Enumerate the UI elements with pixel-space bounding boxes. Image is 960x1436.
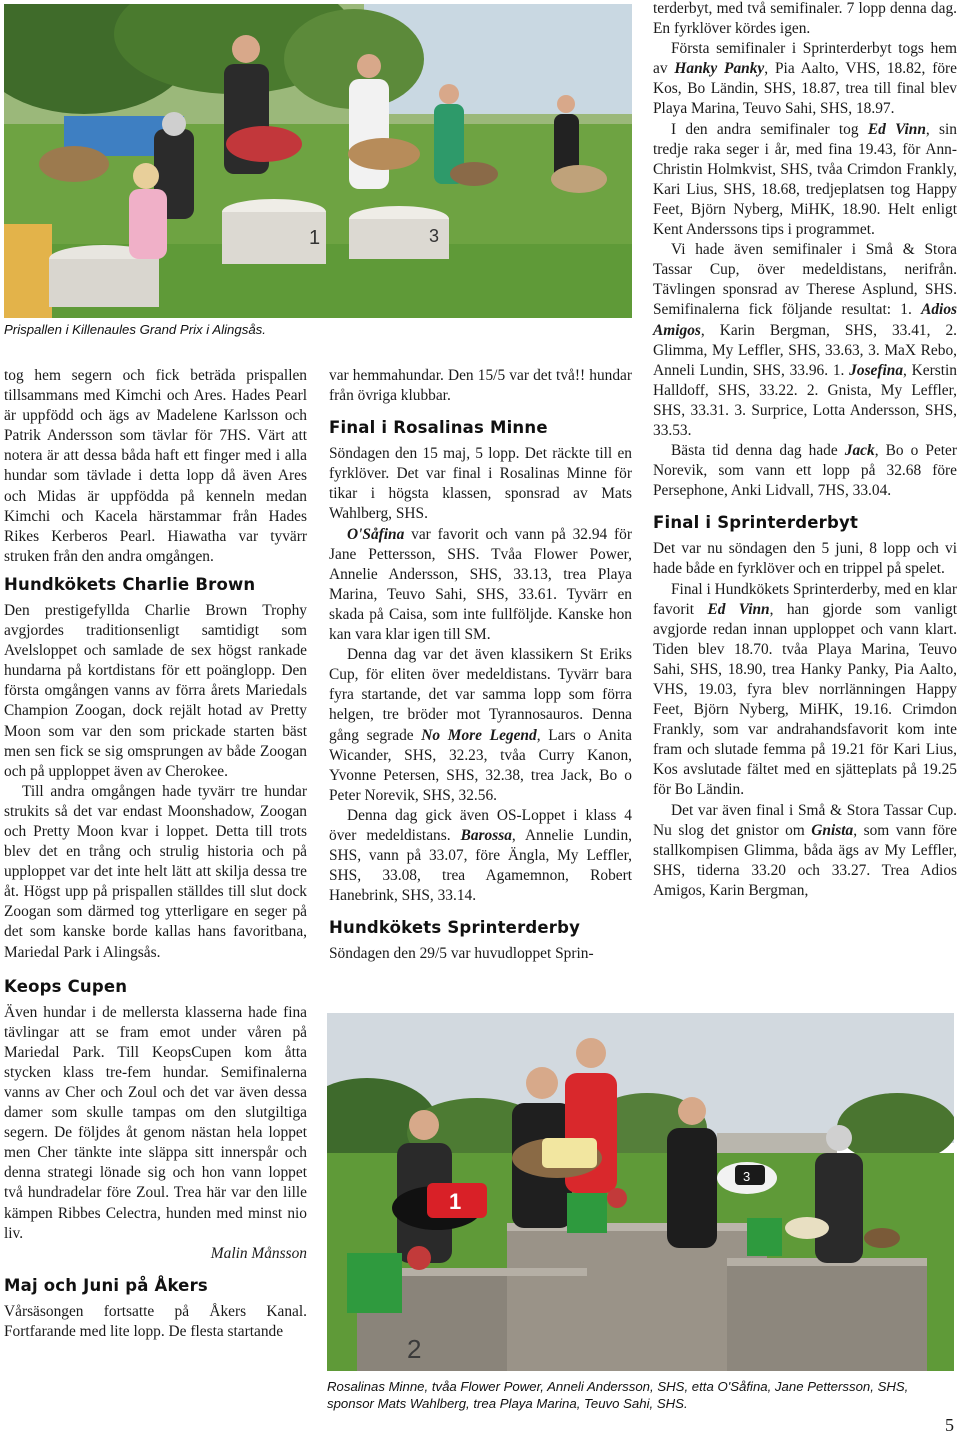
text: Denna dag gick även OS-Loppet i klass 4 över medeldistans. [329,806,632,844]
blanket-number: 3 [743,1169,751,1184]
blanket-number: 1 [449,1189,462,1214]
text: Vi hade även semifinaler i Små & Stora Tassar Cup, över medeldistans, nerifrån. Tävlingen sponsrad av Therese Asplund, SHS. Semifinalerna fick följande resultat: 1. [653,241,957,319]
person-head [357,54,381,78]
heading-charlie-brown: Hundkökets Charlie Brown [4,574,256,594]
paragraph: Vårsäsongen fortsatte på Åkers Kanal. Fortfarande med lite lopp. De flesta startande [4,1302,307,1340]
heading-maj-juni-akers: Maj och Juni på Åkers [4,1275,208,1295]
paragraph: Även hundar i de mellersta klasserna hade fina tävlingar att se fram emot under våren på Mariedal Park. Till KeopsCupen kom åtta stycken klass tre-fem hundar. Semifinalerna vanns av Cher och Zoul och det var även dessa damer som skulle tampas om den slutgiltiga segern. De följdes åt genom nästan hela loppet men Cher tänkte inte släppa sitt innerspår och denna strategi lönade sig och hon vann loppet två hundradelar före Zoul. Trea här var den lille kämpen Ribbes Celectra, hunden med minst nio liv. [4,1003,307,1242]
person-head [678,1097,706,1125]
child-head [133,163,159,189]
person-head [557,95,575,113]
dog [450,162,498,186]
bottom-photo [327,1013,954,1371]
dog-name: Hanky Panky [674,60,765,78]
person [815,1153,863,1263]
text: , han gjorde som vanligt avgjorde redan innan upploppet och vann klart. Tiden blev 18.70. tvåa Playa Marina, Teuvo Sahi, SHS, 18.90, trea Hanky Panky, Pia Aalto, VHS, 19.03, fyra blev norrlänningen Happy Feet, Björn Nyberg, MiHK, 19.16. Crimdon Frankly, som var andrahandsfavorit kom inte fram och slutade femma på 19.21 för Kari Lius, Kos avslutade fältet med en sjätteplats på 19.25 för Bo Ländin. [653,600,957,799]
flowers [407,1246,431,1270]
person-head [576,1038,606,1068]
flowers [607,1188,627,1208]
page-number: 5 [945,1415,954,1435]
paragraph [329,645,632,806]
person-head [526,1067,558,1099]
chair [4,224,52,318]
paragraph [329,525,632,646]
person [667,1128,717,1248]
dog-name: Ed Vinn [707,600,770,618]
text: , Annelie Lundin, SHS, vann på 33.07, före Ängla, My Leffler, SHS, 33.08, trea Agamemnon, Robert Hanebrink, SHS, 33.14. [329,826,632,905]
dog-name: No More Legend [421,726,537,744]
text: , Lars o Anita Wicander, SHS, 32.23, tvåa Curry Kanon, Yvonne Petersen, SHS, 32.38, trea Jack, Bo o Peter Norevik, SHS, 32.56. [329,726,632,804]
paragraph [653,240,957,441]
paragraph: Söndagen den 29/5 var huvudloppet Sprin- [329,945,594,963]
paragraph: Den prestigefyllda Charlie Brown Trophy avgjordes traditionsenligt samtidigt som Avelsloppet och samlade de sex högst rankade hundarna på kortdistans för ett poänglopp. Den första omgången vanns av förra årets Mariedals Champion Zoogan, dock rejält hotad av Pretty Moon som var den som prickade starten bäst men sen fick se sig omsprungen av både Zoogan och på upploppet även av Cherokee. [4,601,307,780]
text: I den andra semifinaler tog [671,120,868,138]
podium-number: 1 [309,227,321,249]
text: , Pia Aalto, VHS, 18.82, före Kos, Bo Ländin, SHS, 18.87, trea till final blev Playa Marina, Teuvo Sahi, SHS, 18.97. [653,60,957,118]
text: , Bo o Peter Norevik, som vann ett lopp på 32.68 före Persephone, Anki Lidvall, 7HS, 33.04. [653,442,958,500]
text: , som vann före stallkompisen Glimma, båda ägs av My Leffler, SHS, tiderna 33.20 och 33.27. Trea Adios Amigos, Karin Bergman, [653,821,957,899]
podium-number: 2 [407,1334,422,1364]
heading-final-sprinterderbyt: Final i Sprinterderbyt [653,513,859,533]
tree [837,1093,954,1163]
podium-3 [727,1263,927,1371]
person [349,79,389,189]
dog-name: O'Såfina [347,525,405,543]
paragraph [653,580,957,801]
top-photo [4,4,632,318]
gift-bag [347,1253,402,1313]
text: , Kerstin Halldoff, SHS, 33.22. 2. Gnista, My Leffler, SHS, 33.31. 3. Surprice, Lotta Andersson, SHS, 33.53. [653,361,957,439]
dog [348,138,420,170]
person-head [232,35,260,63]
paragraph [653,39,957,119]
dog-blanket [226,126,302,162]
person-head [409,1110,439,1140]
text: Final i Hundkökets Sprinterderby, med en klar favorit [653,580,957,618]
dog [785,1217,829,1239]
bottom-photo-svg [327,1013,954,1371]
paragraph: tog hem segern och fick beträda prispallen tillsammans med Kimchi och Ares. Hades Pearl är uppfödd och ägs av Madelene Karlsson och Patrik Andersson som tävlar för 7HS. Värt att notera är att dessa båda haft ett finger med i alla hundar som tävlade i detta lopp då även Ares och Midas är uppfödda på kenneln medan Kimchi och Kacela härstammar från Hades Rikes Kerberos Pearl. Hiawatha var tyvärr struken från den andra omgången. [4,367,307,565]
paragraph [329,806,632,906]
text: Första semifinaler i Sprinterderbyt togs hem av [653,40,957,78]
text: , sin tredje raka seger i år, med fina 19.43, för Ann-Christin Holmkvist, SHS, tvåa Crimdon Frankly, Kari Lius, SHS, 18.68, tredjeplatsen tog Happy Feet, Björn Nyberg, MiHK, 18.90. Helt enligt Kent Anderssons tips i programmet. [653,120,957,239]
gift-bag [567,1193,607,1233]
text: Det var även final i Små & Stora Tassar Cup. Nu slog det gnistor om [653,801,957,839]
column-2 [329,366,632,964]
person-head [826,1125,852,1151]
paragraph [653,441,957,501]
gift-bag [747,1218,782,1256]
paragraph: Söndagen den 15 maj, 5 lopp. Det räckte till en fyrklöver. Det var final i Rosalinas Minne för tikar i högsta klassen, sponsrad av Mats Wahlberg, SHS. [329,445,632,523]
text: Denna dag var det även klassikern St Eriks Cup, för eliten över medeldistans. Tyvärr bara fyra startande, det var samma lopp som förra helgen, tre bröder mot Tyrannosauros. Denna gång segrade [329,646,632,744]
dog-name: Jack [844,442,875,460]
paragraph: terderbyt, med två semifinaler. 7 lopp denna dag. En fyrklöver kördes igen. [653,0,957,38]
dog-blanket [542,1138,597,1168]
dog-name: Ed Vinn [867,120,926,138]
dog [864,1228,900,1248]
top-photo-caption: Prispallen i Killenaules Grand Prix i Alingsås. [4,322,266,337]
person-head [439,84,459,104]
column-1 [4,366,307,1342]
bottom-photo-caption: Rosalinas Minne, tvåa Flower Power, Anneli Andersson, SHS, etta O'Såfina, Jane Pettersson, SHS, sponsor Mats Wahlberg, trea Playa Marina, Teuvo Sahi, SHS. [327,1379,909,1411]
paragraph [653,120,957,241]
dog [39,146,109,182]
dog-name: Gnista [811,821,854,839]
podium-2 [49,259,159,307]
dog-name: Josefina [849,361,904,379]
text: var favorit och vann på 32.94 för Jane Pettersson, SHS. Tvåa Flower Power, Annelie Andersson, SHS, 33.13, trea Playa Marina, Teuvo Sahi, SHS, 33.61. Tyvärr en skada på Caisa, som inte fullföljde. Kanske hon kan vara klar igen till SM. [329,525,632,644]
text: Bästa tid denna dag hade [671,442,845,460]
dog [551,165,607,193]
text: , Karin Bergman, SHS, 33.41, 2. Glimma, My Leffler, SHS, 33.63, 3. MaX Rebo, Anneli Lundin, SHS, 33.96. 1. [653,321,957,379]
heading-keops-cupen: Keops Cupen [4,976,128,996]
podium-number: 3 [429,226,440,246]
paragraph: var hemmahundar. Den 15/5 var det två!! hundar från övriga klubbar. [329,367,632,405]
dog-name: Barossa [460,826,512,844]
paragraph: Till andra omgången hade tyvärr tre hundar strukits så det var endast Moonshadow, Zoogan och Pretty Moon kvar i loppet. Detta till trots blev det en trång och strulig historia och på upploppet var det inte helt lätt att skilja dessa tre åt. Högst upp på prispallen ställdes till slut dock Zoogan som därmed tog ytterligare en seger på det som kanske borde kallas hans favoritbana, Mariedal Park i Alingsås. [4,782,307,961]
top-photo-svg [4,4,632,318]
paragraph [653,801,957,901]
column-3 [653,0,957,901]
heading-hundkokets-sprinterderby: Hundkökets Sprinterderby [329,918,581,938]
signature: Malin Månsson [210,1244,307,1262]
person-head [162,112,186,136]
child [129,189,167,259]
paragraph: Det var nu söndagen den 5 juni, 8 lopp och vi hade både en fyrklöver och en trippel på spelet. [653,540,957,578]
dog-name: Adios Amigos [653,301,957,339]
heading-final-rosalinas-minne: Final i Rosalinas Minne [329,418,548,438]
